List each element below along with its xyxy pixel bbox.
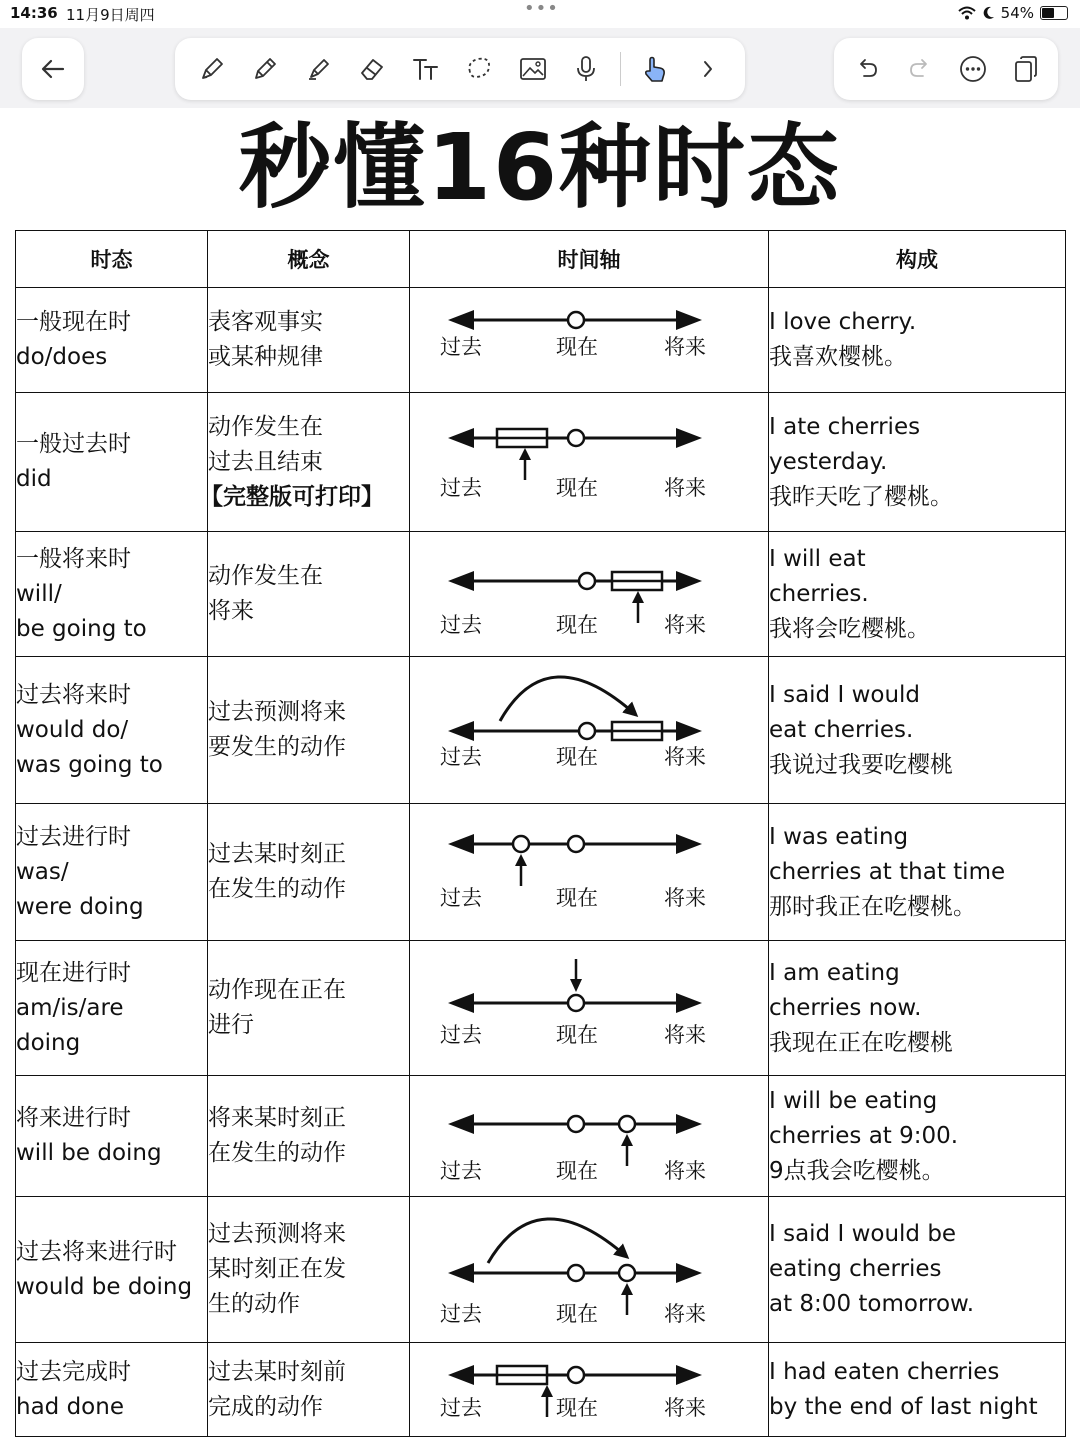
table-row — [16, 1197, 1066, 1343]
tense-table — [15, 230, 1066, 1437]
timeline-left-arrow-icon — [448, 428, 474, 448]
present-marker — [568, 836, 584, 852]
timeline-cell — [410, 1076, 769, 1197]
lasso-tool[interactable] — [459, 49, 499, 89]
example-cell: I love cherry. 我喜欢樱桃。 — [769, 288, 1066, 393]
hand-pointer-icon — [640, 54, 670, 84]
image-tool[interactable] — [513, 49, 553, 89]
concept-cell — [208, 1076, 410, 1197]
timeline-cell — [410, 657, 769, 804]
tense-name-cell: 一般现在时 do/does — [16, 288, 208, 393]
concept-cell — [208, 941, 410, 1076]
concept-text: 过去预测将来 某时刻正在发 生的动作 — [208, 1221, 346, 1317]
label-past: 过去 — [440, 335, 482, 359]
up-arrow-head — [632, 591, 644, 603]
concept-text: 动作发生在 过去且结束 — [208, 413, 323, 475]
concept-text: 动作现在正在 进行 — [208, 977, 346, 1038]
pages-button[interactable] — [1006, 49, 1046, 89]
table-row — [16, 1076, 1066, 1197]
timeline-cell — [410, 1197, 769, 1343]
microphone-tool[interactable] — [566, 49, 606, 89]
concept-text: 过去预测将来 要发生的动作 — [208, 699, 346, 760]
label-future: 将来 — [664, 1159, 706, 1183]
present-marker — [568, 1367, 584, 1383]
up-arrow-head — [541, 1385, 553, 1397]
status-bar — [0, 0, 1080, 28]
label-present: 现在 — [556, 745, 598, 769]
down-arrow-head — [570, 979, 582, 992]
pencil-tool[interactable] — [245, 49, 285, 89]
highlighter-tool[interactable] — [299, 49, 339, 89]
present-marker — [568, 1265, 584, 1281]
undo-icon — [852, 54, 882, 84]
concept-cell — [200, 393, 410, 532]
more-icon — [958, 54, 988, 84]
tense-name-cell: 现在进行时 am/is/are doing — [16, 941, 208, 1076]
pen-icon — [197, 54, 227, 84]
concept-cell — [208, 1343, 410, 1437]
header-tense: 时态 — [16, 231, 208, 288]
timeline-right-arrow-icon — [676, 571, 702, 591]
label-present: 现在 — [556, 476, 598, 500]
timeline-left-arrow-icon — [448, 1263, 474, 1283]
up-arrow-head — [519, 448, 531, 460]
up-arrow-head — [621, 1283, 633, 1295]
label-future: 将来 — [664, 886, 706, 910]
tools-toolbar — [175, 38, 745, 100]
timeline-right-arrow-icon — [676, 1365, 702, 1385]
header-example: 构成 — [769, 231, 1066, 288]
status-date: 11月9日周四 — [66, 6, 155, 24]
printable-note: 【完整版可打印】 — [200, 483, 384, 510]
lasso-icon — [464, 54, 494, 84]
time-point-marker — [513, 836, 529, 852]
concept-text: 将来某时刻正 在发生的动作 — [208, 1105, 346, 1166]
timeline-right-arrow-icon — [676, 993, 702, 1013]
timeline-cell — [410, 393, 769, 532]
example-cell: I will eat cherries. 我将会吃樱桃。 — [769, 532, 1066, 657]
label-past: 过去 — [440, 1023, 482, 1047]
hand-tool[interactable] — [635, 49, 675, 89]
eraser-icon — [357, 54, 387, 84]
status-time: 14:36 — [10, 4, 58, 22]
microphone-icon — [571, 54, 601, 84]
timeline-left-arrow-icon — [448, 310, 474, 330]
wifi-icon — [958, 6, 976, 20]
example-cell: I am eating cherries now. 我现在正在吃樱桃 — [769, 941, 1066, 1076]
tense-name-cell: 将来进行时 will be doing — [16, 1076, 208, 1197]
undo-button[interactable] — [847, 49, 887, 89]
timeline-cell — [410, 1343, 769, 1437]
label-present: 现在 — [556, 335, 598, 359]
label-past: 过去 — [440, 1302, 482, 1326]
more-button[interactable] — [953, 49, 993, 89]
concept-text: 表客观事实 或某种规律 — [208, 309, 323, 370]
more-tools-button[interactable] — [688, 49, 728, 89]
timeline-right-arrow-icon — [676, 721, 702, 741]
tense-name-cell: 过去将来时 would do/ was going to — [16, 657, 208, 804]
concept-text: 过去某时刻正 在发生的动作 — [208, 841, 346, 902]
present-marker — [579, 573, 595, 589]
timeline-graphic — [410, 804, 769, 940]
label-future: 将来 — [664, 613, 706, 637]
curved-arrow-icon — [488, 1219, 627, 1263]
label-future: 将来 — [664, 1396, 706, 1420]
timeline-left-arrow-icon — [448, 1114, 474, 1134]
present-marker — [579, 723, 595, 739]
timeline-graphic — [410, 393, 769, 531]
tense-name-cell: 一般将来时 will/ be going to — [16, 532, 208, 657]
highlighter-icon — [304, 54, 334, 84]
time-point-marker — [619, 1265, 635, 1281]
present-marker — [568, 995, 584, 1011]
tense-name-cell: 过去完成时 had done — [16, 1343, 208, 1437]
toolbar-separator — [620, 52, 621, 86]
up-arrow-head — [621, 1134, 633, 1146]
text-tool[interactable] — [406, 49, 446, 89]
timeline-cell — [410, 288, 769, 393]
concept-cell — [208, 532, 410, 657]
concept-text: 动作发生在 将来 — [208, 563, 323, 624]
label-present: 现在 — [556, 886, 598, 910]
battery-icon — [1040, 6, 1068, 20]
label-past: 过去 — [440, 745, 482, 769]
concept-cell — [208, 288, 410, 393]
image-icon — [518, 54, 548, 84]
timeline-left-arrow-icon — [448, 571, 474, 591]
concept-cell — [208, 1197, 410, 1343]
up-arrow-head — [515, 854, 527, 866]
tense-name-cell: 过去进行时 was/ were doing — [16, 804, 208, 941]
present-marker — [568, 1116, 584, 1132]
timeline-right-arrow-icon — [676, 428, 702, 448]
table-header-row — [16, 231, 1066, 288]
status-right — [958, 4, 1068, 22]
header-concept: 概念 — [208, 231, 410, 288]
label-future: 将来 — [664, 335, 706, 359]
timeline-cell — [410, 804, 769, 941]
battery-level — [1042, 8, 1054, 18]
redo-icon — [905, 54, 935, 84]
label-future: 将来 — [664, 745, 706, 769]
label-past: 过去 — [440, 886, 482, 910]
chevron-right-icon — [693, 54, 723, 84]
time-point-marker — [619, 1116, 635, 1132]
label-future: 将来 — [664, 476, 706, 500]
timeline-cell — [410, 532, 769, 657]
header-timeline: 时间轴 — [410, 231, 769, 288]
example-cell: I said I would eat cherries. 我说过我要吃樱桃 — [769, 657, 1066, 804]
redo-button[interactable] — [900, 49, 940, 89]
concept-text: 过去某时刻前 完成的动作 — [208, 1358, 346, 1420]
table-row — [16, 532, 1066, 657]
actions-toolbar — [834, 38, 1058, 100]
label-future: 将来 — [664, 1302, 706, 1326]
timeline-left-arrow-icon — [448, 721, 474, 741]
page-title: 秒懂16种时态 — [238, 114, 842, 221]
toolbar-area — [0, 28, 1080, 108]
timeline-left-arrow-icon — [448, 834, 474, 854]
example-cell: I said I would be eating cherries at 8:00 tomorrow. — [769, 1197, 1066, 1343]
present-marker — [568, 430, 584, 446]
label-past: 过去 — [440, 1396, 482, 1420]
tense-name-cell: 过去将来进行时 would be doing — [16, 1197, 208, 1343]
label-future: 将来 — [664, 1023, 706, 1047]
timeline-left-arrow-icon — [448, 1365, 474, 1385]
table-row — [16, 288, 1066, 393]
example-cell: I had eaten cherries by the end of last night — [769, 1343, 1066, 1437]
label-present: 现在 — [556, 1023, 598, 1047]
timeline-right-arrow-icon — [676, 1114, 702, 1134]
text-icon — [411, 54, 441, 84]
pages-icon — [1011, 54, 1041, 84]
eraser-tool[interactable] — [352, 49, 392, 89]
back-button[interactable] — [22, 38, 84, 100]
timeline-right-arrow-icon — [676, 310, 702, 330]
label-present: 现在 — [556, 1302, 598, 1326]
concept-cell — [208, 657, 410, 804]
multitask-dots-icon[interactable]: ••• — [524, 0, 559, 19]
present-marker — [568, 312, 584, 328]
moon-icon — [982, 6, 995, 20]
label-past: 过去 — [440, 476, 482, 500]
timeline-graphic — [410, 941, 769, 1075]
timeline-cell — [410, 941, 769, 1076]
battery-percent: 54% — [1000, 4, 1034, 22]
table-row — [16, 393, 1066, 532]
tense-name-cell: 一般过去时 did — [16, 393, 208, 532]
timeline-right-arrow-icon — [676, 834, 702, 854]
table-row — [16, 941, 1066, 1076]
label-present: 现在 — [556, 613, 598, 637]
label-past: 过去 — [440, 613, 482, 637]
label-present: 现在 — [556, 1396, 598, 1420]
timeline-left-arrow-icon — [448, 993, 474, 1013]
concept-cell — [208, 804, 410, 941]
timeline-graphic — [410, 657, 769, 803]
arrow-left-icon — [39, 55, 67, 83]
example-cell: I was eating cherries at that time 那时我正在吃樱桃。 — [769, 804, 1066, 941]
example-cell: I will be eating cherries at 9:00. 9点我会吃樱桃。 — [769, 1076, 1066, 1197]
table-row — [16, 1343, 1066, 1437]
pencil-icon — [250, 54, 280, 84]
curved-arrow-icon — [500, 677, 636, 721]
timeline-graphic — [410, 1343, 769, 1436]
label-past: 过去 — [440, 1159, 482, 1183]
timeline-right-arrow-icon — [676, 1263, 702, 1283]
label-present: 现在 — [556, 1159, 598, 1183]
example-cell: I ate cherries yesterday. 我昨天吃了樱桃。 — [769, 393, 1066, 532]
pen-tool[interactable] — [192, 49, 232, 89]
table-row — [16, 657, 1066, 804]
table-row — [16, 804, 1066, 941]
